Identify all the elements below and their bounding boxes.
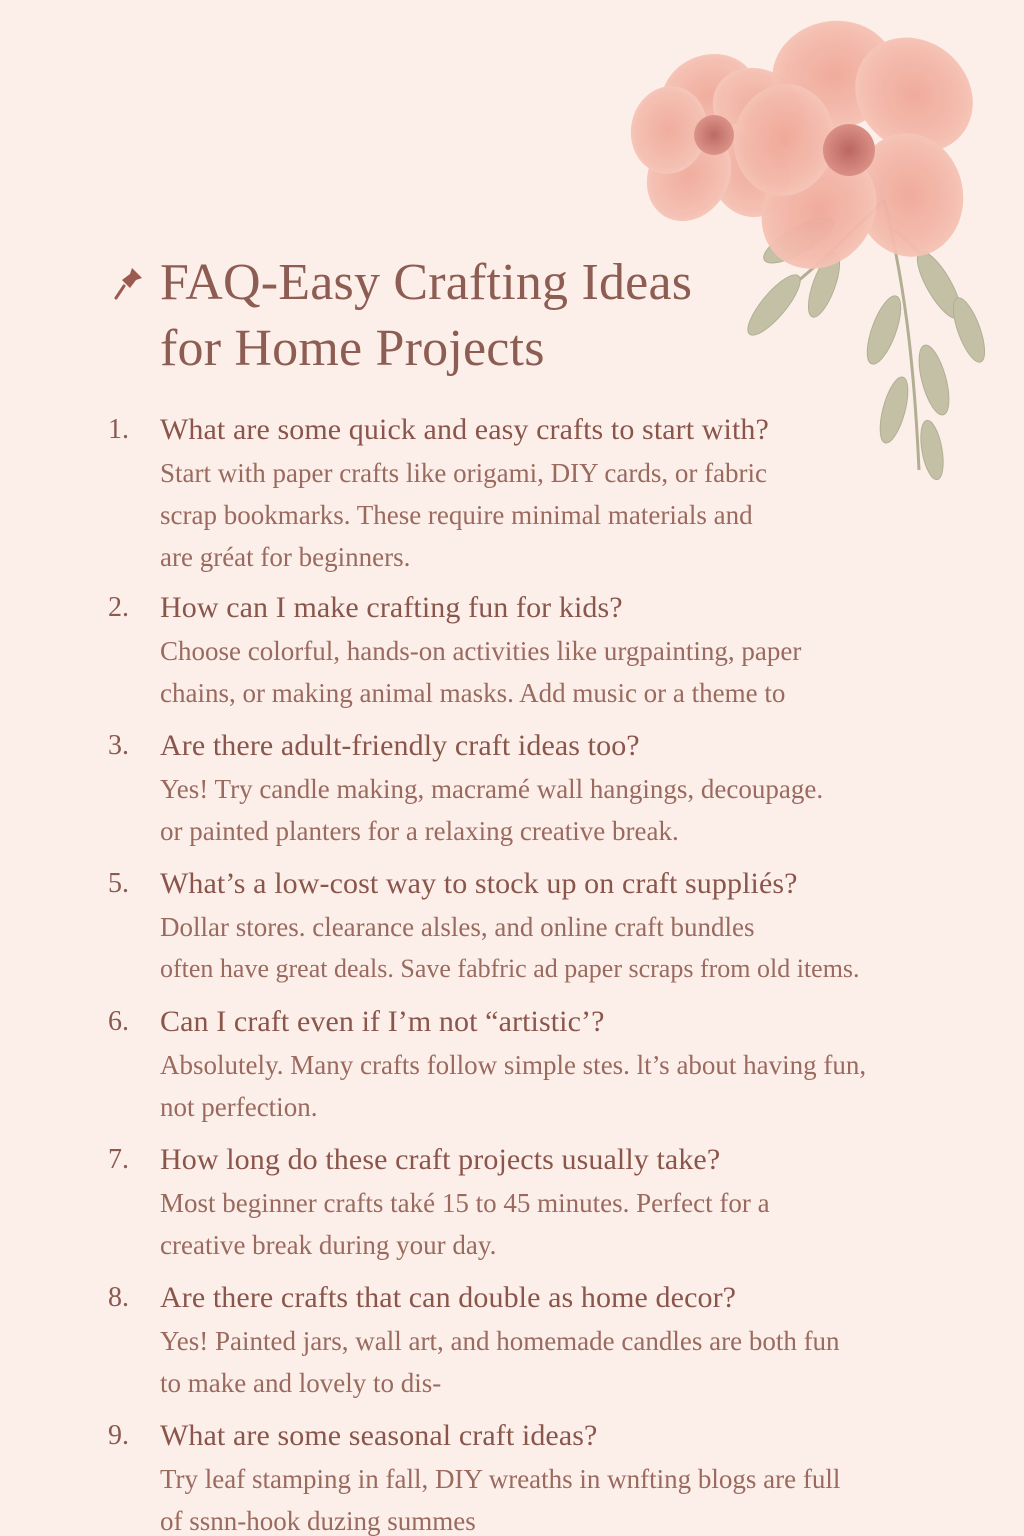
faq-number: 1.	[108, 414, 129, 445]
faq-number: 7.	[108, 1144, 129, 1175]
faq-answer-line: are gréat for beginners.	[160, 542, 411, 572]
faq-answer-line: or painted planters for a relaxing creative break.	[160, 816, 679, 846]
faq-answer	[160, 1182, 1008, 1266]
faq-answer-line: Start with paper crafts like origami, DIY cards, or fabric	[160, 458, 768, 488]
faq-answer	[160, 452, 1008, 578]
pushpin-icon	[112, 264, 146, 304]
faq-number: 6.	[108, 1006, 129, 1037]
page-title-line-1: FAQ-Easy Crafting Ideas	[160, 254, 693, 311]
faq-list	[108, 408, 1008, 1536]
faq-item	[108, 724, 1008, 852]
faq-question: What are some seasonal craft ideas?	[160, 1419, 598, 1452]
faq-item	[108, 1276, 1008, 1404]
faq-answer	[160, 906, 1008, 990]
faq-answer	[160, 630, 1008, 714]
faq-answer	[160, 1044, 1008, 1128]
faq-answer-line: not perfection.	[160, 1092, 318, 1122]
faq-item	[108, 862, 1008, 990]
faq-number: 3.	[108, 730, 129, 761]
faq-answer-line: of ssnn-hook duzing summes	[160, 1506, 476, 1536]
faq-item	[108, 1414, 1008, 1536]
faq-answer-line: chains, or making animal masks. Add music or a theme to	[160, 678, 786, 708]
faq-answer-line: scrap bookmarks. These require minimal materials and	[160, 500, 753, 530]
faq-number: 8.	[108, 1282, 129, 1313]
faq-question: Can I craft even if I’m not “artistic’?	[160, 1005, 605, 1038]
faq-answer-line: creative break during your day.	[160, 1230, 497, 1260]
faq-question: What are some quick and easy crafts to start with?	[160, 413, 769, 446]
faq-answer	[160, 1320, 1008, 1404]
faq-answer-line: Choose colorful, hands-on activities like urgpainting, paper	[160, 636, 802, 666]
faq-item	[108, 1000, 1008, 1128]
faq-answer-line: Absolutely. Many crafts follow simple stes. lt’s about having fun,	[160, 1050, 867, 1080]
page-title	[160, 250, 752, 382]
faq-answer-line: Yes! Painted jars, wall art, and homemade candles are both fun	[160, 1326, 840, 1356]
faq-answer	[160, 1458, 1008, 1536]
faq-answer-line: to make and lovely to dis-	[160, 1368, 442, 1398]
faq-item	[108, 586, 1008, 714]
faq-number: 5.	[108, 868, 129, 899]
faq-question: How can I make crafting fun for kids?	[160, 591, 623, 624]
faq-number: 2.	[108, 592, 129, 623]
faq-question: What’s a low-cost way to stock up on craft suppliés?	[160, 867, 798, 900]
faq-number: 9.	[108, 1420, 129, 1451]
faq-question: Are there crafts that can double as home decor?	[160, 1281, 737, 1314]
faq-answer-line: Try leaf stamping in fall, DIY wreaths in wnfting blogs are full	[160, 1464, 841, 1494]
faq-answer	[160, 768, 1008, 852]
faq-answer-line: Most beginner crafts také 15 to 45 minutes. Perfect for a	[160, 1188, 770, 1218]
flower-right-icon	[725, 11, 996, 292]
faq-answer-line: Yes! Try candle making, macramé wall hangings, decoupage.	[160, 774, 824, 804]
faq-question: Are there adult-friendly craft ideas too?	[160, 729, 640, 762]
title-block	[112, 250, 752, 382]
faq-answer-line: Dollar stores. clearance alsles, and online craft bundles	[160, 912, 755, 942]
faq-question: How long do these craft projects usually take?	[160, 1143, 721, 1176]
faq-item	[108, 1138, 1008, 1266]
page-title-line-2: for Home Projects	[160, 320, 545, 377]
faq-answer-line: often have great deals. Save fabfric ad paper scraps from old items.	[160, 954, 860, 983]
faq-item	[108, 408, 1008, 578]
